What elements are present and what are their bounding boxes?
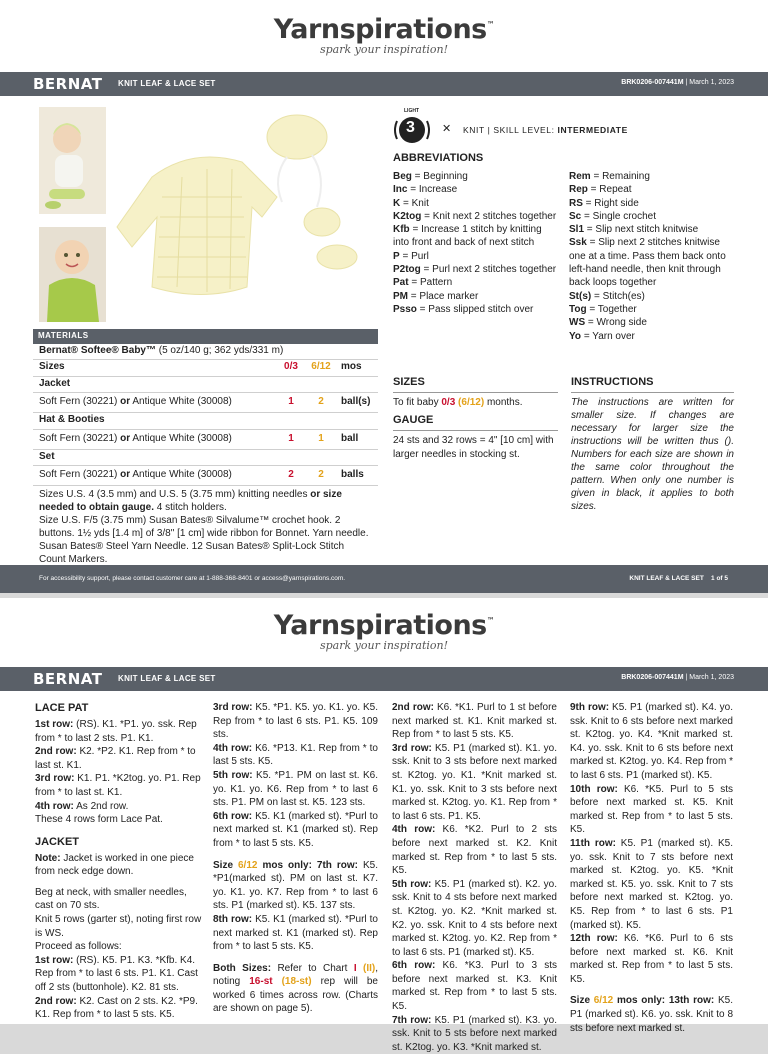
skill-level: KNIT | SKILL LEVEL: INTERMEDIATE (463, 125, 628, 135)
materials-yarn-quantity-row: Soft Fern (30221) or Antique White (30008) 2 2 balls (33, 466, 378, 486)
logo-text: Yarnspirations (273, 14, 487, 45)
pattern-code: BRK0206-007441M | March 1, 2023 (621, 79, 734, 86)
baby-photo-1 (39, 107, 106, 214)
abbreviation-item: K = Knit (393, 197, 429, 209)
pattern-row: 4th row: K6. *P13. K1. Rep from * to last 5 sts. K5. (213, 742, 378, 768)
abbreviation-item: Ssk = Slip next 2 stitches knitwise one at a time. Pass them back onto left-hand needle, then knit through back loops together (569, 237, 726, 289)
instructions-section: INSTRUCTIONS The instructions are written for smaller size. If changes are necessary for larger size the instructions will be written thus (). Numbers for each size are shown in the same color throughout the pattern. When only one number is given in black, it applies to both sizes. (571, 376, 734, 512)
materials-table (33, 329, 378, 568)
baby-photo-2 (39, 227, 106, 322)
pattern-row: 9th row: K5. P1 (marked st). K4. yo. ssk. Knit to 6 sts before next marked st. K2tog. yo. K4. *Knit marked st. K4. yo. ssk. Knit to 6 sts before next marked st. K2tog. yo. K4. Rep from * to last 6 sts. P1 (marked st). K5. (570, 702, 733, 781)
abbreviation-item: Kfb = Increase 1 stitch by knitting into front and back of next stitch (393, 224, 542, 249)
pattern-row: 2nd row: K2. Cast on 2 sts. K2. *P9. K1. Rep from * to last 5 sts. K5. (35, 995, 198, 1021)
abbreviation-item: Tog = Together (569, 303, 637, 315)
materials-group-title: Set (33, 450, 378, 467)
pattern-row: 4th row: K6. *K2. Purl to 2 sts before next marked st. K2. Knit marked st. Rep from * to last 5 sts. K5. (392, 824, 557, 877)
pattern-row: 6th row: K5. K1 (marked st). *Purl to next marked st. K1 (marked st). Rep from * to last 5 sts. K5. (213, 810, 378, 849)
footer-page: KNIT LEAF & LACE SET 1 of 5 (629, 575, 728, 582)
pattern-row: 5th row: K5. *P1. PM on last st. K6. yo. K1. yo. K6. Rep from * to last 6 sts. P1. PM on last st. K5. 123 sts. (213, 769, 378, 809)
abbreviation-item: St(s) = Stitch(es) (569, 290, 645, 302)
pattern-title: KNIT LEAF & LACE SET (118, 79, 216, 88)
materials-yarn-row: Bernat® Softee® Baby™ (5 oz/140 g; 362 yds/331 m) (33, 344, 378, 361)
abbreviation-item: K2tog = Knit next 2 stitches together (393, 210, 557, 222)
page-2 (0, 598, 768, 1053)
materials-header: MATERIALS (33, 329, 378, 344)
pattern-row: 3rd row: K5. P1 (marked st). K1. yo. ssk. Knit to 3 sts before next marked st. K2tog. yo. K1. *Knit marked st. K1. yo. ssk. Knit to 3 sts before next marked st. K2tog. yo. K1. Rep from * to last 6 sts. P1. K5. (392, 742, 557, 822)
brand-logo: BERNAT (33, 75, 103, 93)
abbreviation-item: Inc = Increase (393, 184, 458, 196)
footer-contact: For accessibility support, please contact customer care at 1-888-368-8401 or access@yarnspirations.com. (39, 575, 346, 582)
header-bar-2: BERNAT KNIT LEAF & LACE SET BRK0206-007441M | March 1, 2023 (0, 667, 768, 691)
logo-tm: ™ (486, 20, 495, 29)
materials-notes: Sizes U.S. 4 (3.5 mm) and U.S. 5 (3.75 mm) knitting needles or size needed to obtain gauge. 4 stitch holders. Size U.S. F/5 (3.75 mm) Susan Bates® Silvalume™ crochet hook. 2 buttons. 1½ yds [1.4 m] of 3/8" [1 cm] wide ribbon for Bonnet. Yarn needle. Susan Bates® Steel Yarn Needle. 12 Susan Bates® Split-Lock Stitch Count Markers. (39, 489, 369, 566)
materials-group-title: Jacket (33, 377, 378, 394)
pattern-row: 6th row: K6. *K3. Purl to 3 sts before next marked st. K3. Knit marked st. Rep from * to last 5 sts. K5. (392, 960, 557, 1013)
page2-column-1: LACE PAT 1st row: (RS). K1. *P1. yo. ssk. Rep from * to last 2 sts. P1. K1. 2nd row: K2. *P2. K1. Rep from * to last st. K1. 3rd row: K1. P1. *K2tog. yo. P1. Rep from * to last st. K1. 4th row: As 2nd row. These 4 rows form Lace Pat. JACKET Note: Jacket is worked in one piece from neck edge down. Beg at neck, with smaller needles, cast on 70 sts. Knit 5 rows (garter st), noting first row is WS. Proceed as follows: 1st row: (RS). K5. P1. K3. *Kfb. K4. Rep from * to last 6 sts. P1. K1. Cast off 2 sts (buttonhole). K2. 81 sts. 2nd row: K2. Cast on 2 sts. K2. *P9. K1. Rep from * to last 5 sts. K5. (35, 702, 202, 1021)
abbreviation-item: Yo = Yarn over (569, 330, 635, 342)
abbreviation-item: Rep = Repeat (569, 184, 632, 196)
abbreviation-item: Sl1 = Slip next stitch knitwise (569, 224, 699, 236)
knit-set-photo (112, 107, 377, 322)
materials-yarn-quantity-row: Soft Fern (30221) or Antique White (30008) 1 2 ball(s) (33, 393, 378, 413)
pattern-row: 1st row: (RS). K5. P1. K3. *Kfb. K4. Rep from * to last 6 sts. P1. K1. Cast off 2 sts (buttonhole). K2. 81 sts. (35, 954, 198, 993)
pattern-row: 10th row: K6. *K5. Purl to 5 sts before next marked st. K5. Knit marked st. Rep from * to last 5 sts. K5. (570, 783, 733, 836)
pattern-row: 5th row: K5. P1 (marked st). K2. yo. ssk. Knit to 4 sts before next marked st. K2tog. yo. K2. *Knit marked st. K2. yo. ssk. Knit to 4 sts before next marked st. K2tog. yo. K2. Rep from * to last 6 sts. P1 (marked st). K5. (392, 878, 557, 958)
gauge-section: GAUGE 24 sts and 32 rows = 4" [10 cm] with larger needles in stocking st. (393, 413, 558, 461)
abbreviations-right (569, 170, 734, 343)
logo-2: Yarnspirations™ spark your inspiration! (273, 610, 495, 652)
abbreviation-item: Sc = Single crochet (569, 210, 656, 222)
abbreviation-item: P2tog = Purl next 2 stitches together (393, 264, 557, 276)
abbreviation-item: Rem = Remaining (569, 171, 650, 182)
header-bar (0, 72, 768, 96)
materials-yarn-quantity-row: Soft Fern (30221) or Antique White (30008) 1 1 ball (33, 430, 378, 450)
pattern-row: 12th row: K6. *K6. Purl to 6 sts before next marked st. K6. Knit marked st. Rep from * to last 5 sts. K5. (570, 933, 733, 985)
pattern-row: 7th row: K5. P1 (marked st). K3. yo. ssk. Knit to 5 sts before next marked st. K2tog. yo. K3. *Knit marked st. (392, 1014, 557, 1053)
page2-column-3 (392, 701, 557, 1054)
footer-bar (0, 565, 768, 593)
tagline: spark your inspiration! (319, 43, 449, 56)
abbreviation-item: Beg = Beginning (393, 171, 468, 182)
pattern-row: 2nd row: K6. *K1. Purl to 1 st before next marked st. K1. Knit marked st. Rep from * to last 5 sts. K5. (392, 702, 557, 741)
page2-column-4: 9th row: K5. P1 (marked st). K4. yo. ssk. Knit to 6 sts before next marked st. K2tog. yo. K4. *Knit marked st. K4. yo. ssk. Knit to 6 sts before next marked st. K2tog. yo. K4. Rep from * to last 6 sts. P1 (marked st). K5. 10th row: K6. *K5. Purl to 5 sts before next marked st. K5. Knit marked st. Rep from * to last 5 sts. K5. 11th row: K5. P1 (marked st). K5. yo. ssk. Knit to 7 sts before next marked st. K2tog. yo. K5. *Knit marked st. K5. yo. ssk. Knit to 7 sts before next marked st. K2tog. yo. K5. Rep from * to last 6 sts. P1 (marked st). K5. 12th row: K6. *K6. Purl to 6 sts before next marked st. K6. Knit marked st. Rep from * to last 5 sts. K5. Size 6/12 mos only: 13th row: K5. P1 (marked st). K6. yo. ssk. Knit to 8 sts before next marked st. (570, 702, 734, 1034)
pattern-row: 4th row: As 2nd row. (35, 800, 129, 812)
logo (0, 14, 768, 56)
materials-sizes-row: Sizes 0/3 6/12 mos (33, 360, 378, 377)
pattern-row: 1st row: (RS). K1. *P1. yo. ssk. Rep from * to last 2 sts. P1. K1. (35, 718, 197, 744)
page2-column-2: 3rd row: K5. *P1. K5. yo. K1. yo. K5. Rep from * to last 6 sts. P1. K5. 109 sts. 4th row: K6. *P13. K1. Rep from * to last 5 sts. K5. 5th row: K5. *P1. PM on last st. K6. yo. K1. yo. K6. Rep from * to last 6 sts. P1. PM on last st. K5. 123 sts. 6th row: K5. K1 (marked st). *Purl to next marked st. K1 (marked st). Rep from * to last 5 sts. K5. Size 6/12 mos only: 7th row: K5. *P1(marked st). PM on last st. K7. yo. K1. yo. K7. Rep from * to last 6 sts. P1 (marked st). K5. 137 sts. 8th row: K5. K1 (marked st). *Purl to next marked st. K1 (marked st). Rep from * to last 5 sts. K5. Both Sizes: Refer to Chart I (II), noting 16-st (18-st) rep will be worked 6 times across row. (Charts are shown on page 5). (213, 702, 379, 1015)
pattern-row: 3rd row: K1. P1. *K2tog. yo. P1. Rep from * to last st. K1. (35, 773, 201, 798)
abbreviations-title: ABBREVIATIONS (393, 152, 484, 164)
pattern-row: 2nd row: K2. *P2. K1. Rep from * to last st. K1. (35, 746, 196, 771)
abbreviation-item: Pat = Pattern (393, 277, 453, 289)
abbreviation-item: WS = Wrong side (569, 317, 647, 329)
abbreviation-item: PM = Place marker (393, 290, 479, 302)
abbreviation-item: P = Purl (393, 250, 429, 262)
pattern-row: 11th row: K5. P1 (marked st). K5. yo. ssk. Knit to 7 sts before next marked st. K2tog. yo. K5. *Knit marked st. K5. yo. ssk. Knit to 7 sts before next marked st. K2tog. yo. K5. Rep from * to last 6 sts. P1 (marked st). K5. (570, 837, 733, 931)
yarn-weight-icon: LIGHT 3 (393, 108, 433, 146)
materials-group-title: Hat & Booties (33, 413, 378, 430)
pattern-row: 3rd row: K5. *P1. K5. yo. K1. yo. K5. Rep from * to last 6 sts. P1. K5. 109 sts. (213, 702, 378, 741)
sizes-section: SIZES To fit baby 0/3 (6/12) months. (393, 375, 558, 410)
abbreviation-item: RS = Right side (569, 197, 639, 209)
knit-needles-icon: ✕ (442, 123, 452, 135)
abbreviations-left (393, 170, 558, 316)
abbreviation-item: Psso = Pass slipped stitch over (393, 303, 534, 315)
